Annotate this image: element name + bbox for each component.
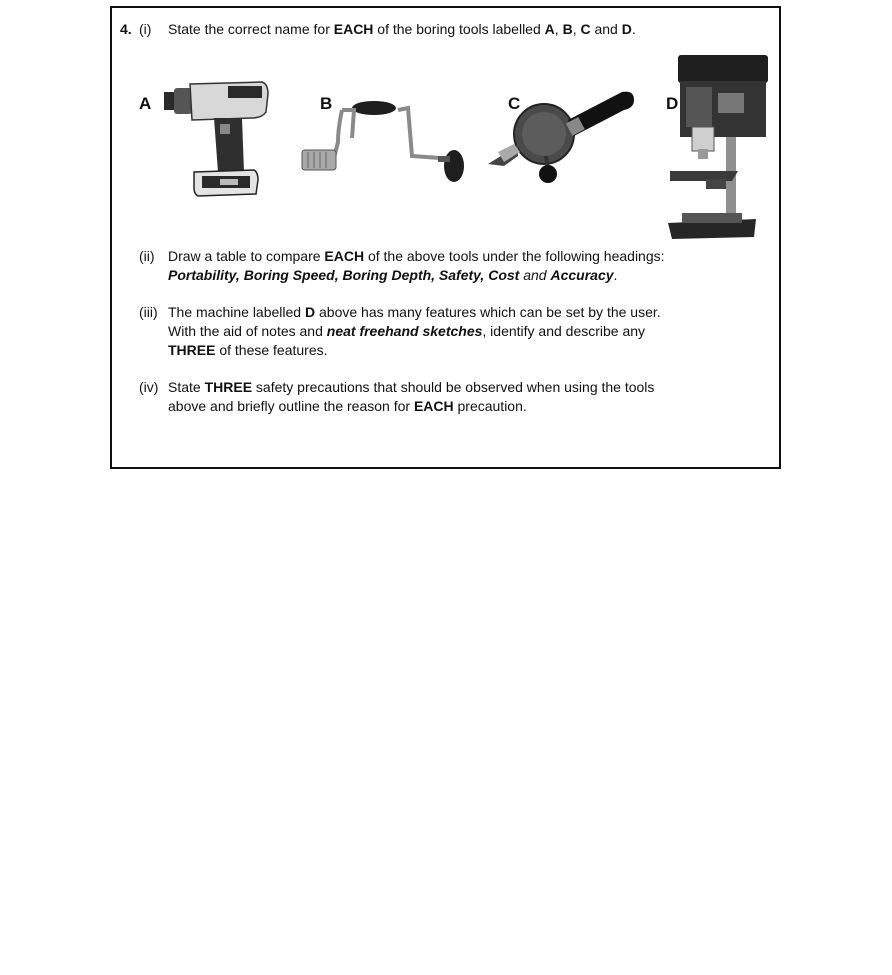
- part-iv-line-1: State THREE safety precautions that should be observed when using the tools: [168, 379, 655, 395]
- part-i-text: State the correct name for EACH of the boring tools labelled A, B, C and D.: [168, 21, 636, 37]
- part-ii-label: (ii): [139, 248, 155, 264]
- cordless-drill-icon: [162, 76, 272, 198]
- pillar-drill-icon: [666, 53, 770, 243]
- part-iii-label: (iii): [139, 304, 158, 320]
- tool-letter-d: D: [666, 94, 679, 113]
- brace-drill-icon: [294, 98, 470, 186]
- part-iv-line-2: above and briefly outline the reason for EACH precaution.: [168, 398, 527, 414]
- part-ii-line-1: Draw a table to compare EACH of the above tools under the following headings:: [168, 248, 665, 264]
- tool-letter-a: A: [139, 94, 152, 113]
- tool-letter-b: B: [320, 94, 333, 113]
- part-i-label: (i): [139, 21, 152, 37]
- tool-letter-c: C: [508, 94, 521, 113]
- question-number: 4.: [120, 21, 132, 37]
- part-ii-line-2: Portability, Boring Speed, Boring Depth, Safety, Cost and Accuracy.: [168, 267, 618, 283]
- part-iii-line-1: The machine labelled D above has many features which can be set by the user.: [168, 304, 661, 320]
- part-iii-line-2: With the aid of notes and neat freehand sketches, identify and describe any: [168, 323, 646, 339]
- part-iii-line-3: THREE of these features.: [168, 342, 328, 358]
- part-iv-label: (iv): [139, 379, 159, 395]
- hand-drill-icon: [484, 86, 640, 186]
